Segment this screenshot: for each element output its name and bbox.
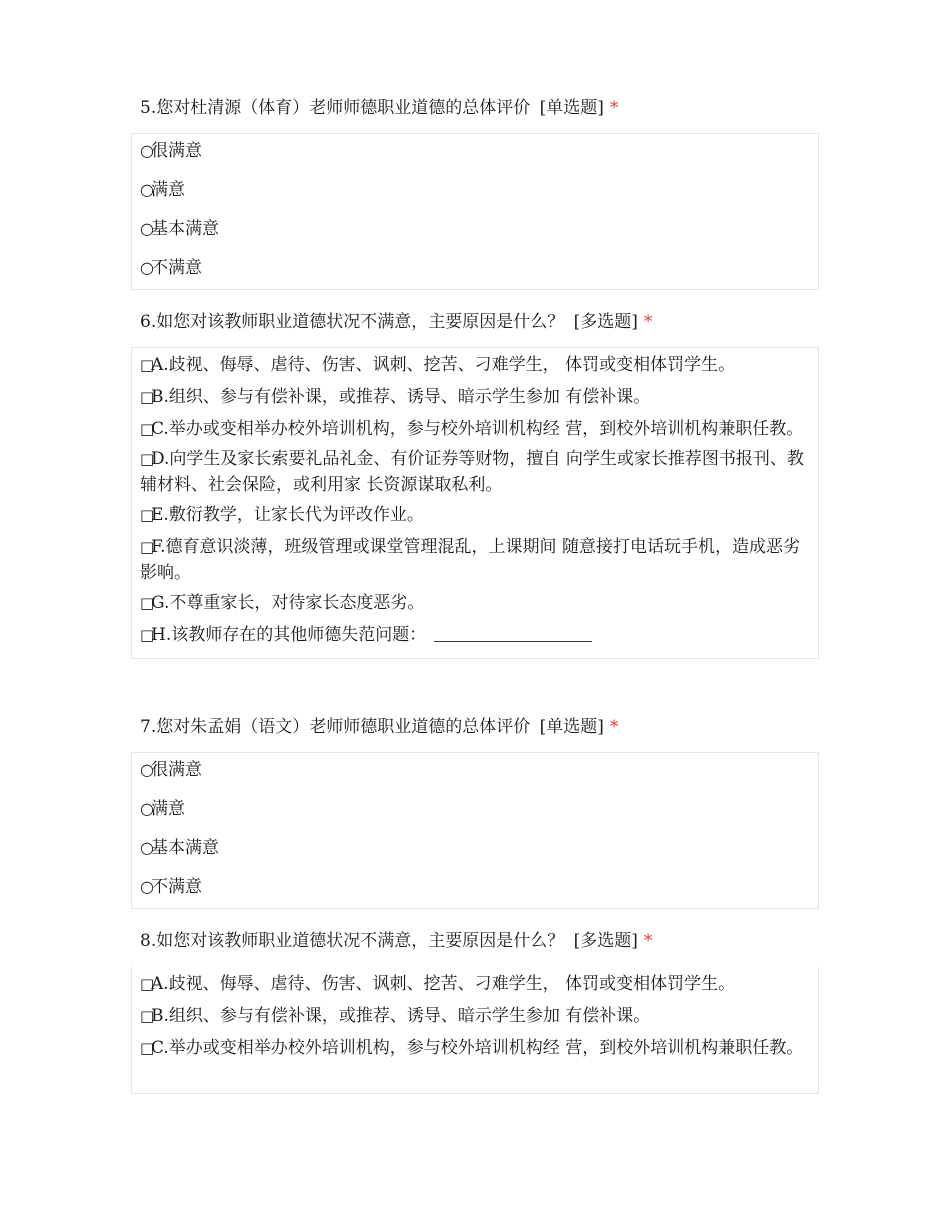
checkbox-option[interactable]: □E.敷衍教学，让家长代为评改作业。	[140, 502, 810, 534]
radio-icon: ○	[140, 219, 154, 238]
radio-icon: ○	[140, 877, 154, 896]
radio-option[interactable]: ○基本满意	[140, 216, 810, 255]
checkbox-icon: □	[140, 420, 155, 438]
checkbox-icon: □	[140, 506, 155, 524]
radio-option[interactable]: ○满意	[140, 796, 810, 835]
checkbox-icon: □	[140, 356, 155, 374]
required-mark: *	[609, 717, 619, 737]
radio-option[interactable]: ○基本满意	[140, 835, 810, 874]
question-title: 8.如您对该教师职业道德状况不满意，主要原因是什么？ [多选题] *	[140, 931, 653, 951]
required-mark: *	[609, 98, 619, 118]
radio-option[interactable]: ○很满意	[140, 138, 810, 177]
options-box	[131, 966, 819, 1094]
checkbox-icon: □	[140, 626, 155, 644]
required-mark: *	[643, 931, 653, 951]
question-7	[131, 715, 819, 909]
radio-option[interactable]: ○很满意	[140, 757, 810, 796]
radio-option[interactable]: ○满意	[140, 177, 810, 216]
question-type: [多选题]	[573, 312, 638, 332]
radio-option[interactable]: ○不满意	[140, 255, 810, 285]
question-title: 7.您对朱孟娟（语文）老师师德职业道德的总体评价 [单选题] *	[140, 717, 619, 737]
checkbox-icon: □	[140, 388, 155, 406]
options-box	[131, 347, 819, 659]
checkbox-icon: □	[140, 450, 155, 468]
checkbox-icon: □	[140, 975, 155, 993]
radio-option[interactable]: ○不满意	[140, 874, 810, 904]
radio-icon: ○	[140, 180, 154, 199]
question-title: 5.您对杜清源（体育）老师师德职业道德的总体评价 [单选题] *	[140, 98, 619, 118]
question-6	[131, 310, 819, 659]
checkbox-option[interactable]: □B.组织、参与有偿补课，或推荐、诱导、暗示学生参加 有偿补课。	[140, 384, 810, 416]
checkbox-icon: □	[140, 594, 155, 612]
other-text-blank[interactable]	[434, 625, 592, 642]
checkbox-option[interactable]: □G.不尊重家长，对待家长态度恶劣。	[140, 590, 810, 622]
radio-icon: ○	[140, 141, 154, 160]
checkbox-option[interactable]: □A.歧视、侮辱、虐待、伤害、讽刺、挖苦、刁难学生， 体罚或变相体罚学生。	[140, 352, 810, 384]
checkbox-icon: □	[140, 1039, 155, 1057]
question-type: [单选题]	[539, 98, 604, 118]
question-8	[131, 929, 819, 1094]
checkbox-option[interactable]: □F.德育意识淡薄，班级管理或课堂管理混乱，上课期间 随意接打电话玩手机，造成恶劣影响。	[140, 534, 810, 590]
checkbox-option[interactable]: □D.向学生及家长索要礼品礼金、有价证券等财物，擅自 向学生或家长推荐图书报刊、教辅材料、社会保险，或利用家 长资源谋取私利。	[140, 446, 810, 502]
radio-icon: ○	[140, 760, 154, 779]
options-box	[131, 133, 819, 290]
checkbox-option[interactable]: □C.举办或变相举办校外培训机构，参与校外培训机构经 营，到校外培训机构兼职任教。	[140, 1035, 810, 1065]
checkbox-option[interactable]: □A.歧视、侮辱、虐待、伤害、讽刺、挖苦、刁难学生， 体罚或变相体罚学生。	[140, 971, 810, 1003]
radio-icon: ○	[140, 838, 154, 857]
required-mark: *	[643, 312, 653, 332]
radio-icon: ○	[140, 799, 154, 818]
question-type: [多选题]	[573, 931, 638, 951]
question-5	[131, 96, 819, 290]
options-box	[131, 752, 819, 909]
question-title: 6.如您对该教师职业道德状况不满意，主要原因是什么？ [多选题] *	[140, 312, 653, 332]
checkbox-option[interactable]: □H.该教师存在的其他师德失范问题：	[140, 622, 810, 654]
question-type: [单选题]	[539, 717, 604, 737]
checkbox-icon: □	[140, 538, 155, 556]
checkbox-icon: □	[140, 1007, 155, 1025]
checkbox-option[interactable]: □B.组织、参与有偿补课，或推荐、诱导、暗示学生参加 有偿补课。	[140, 1003, 810, 1035]
checkbox-option[interactable]: □C.举办或变相举办校外培训机构，参与校外培训机构经 营，到校外培训机构兼职任教。	[140, 416, 810, 446]
radio-icon: ○	[140, 258, 154, 277]
